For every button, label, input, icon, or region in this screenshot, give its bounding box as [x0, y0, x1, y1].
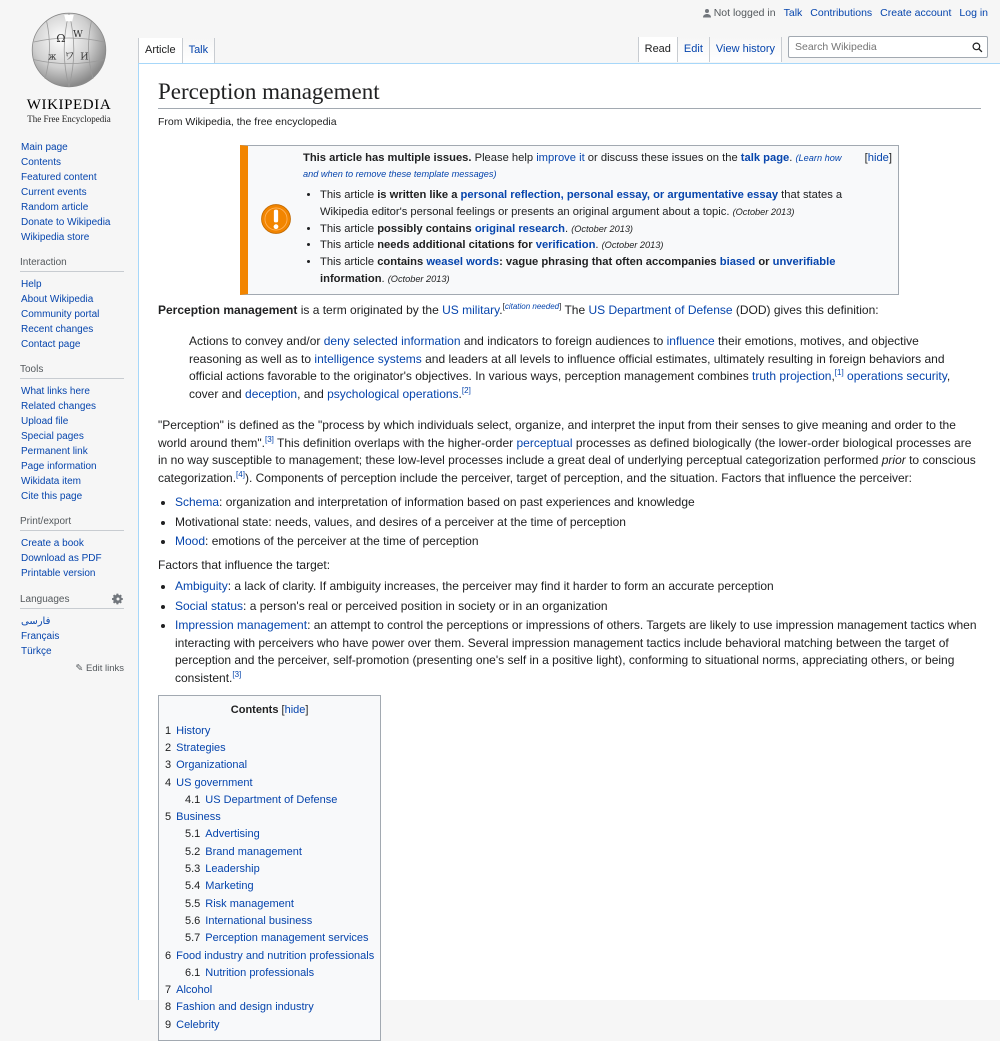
dod-link[interactable]: US Department of Defense	[588, 302, 733, 317]
sidebar-item-store[interactable]: Wikipedia store	[21, 232, 90, 243]
toc-text[interactable]: Fashion and design industry	[176, 1001, 314, 1014]
ambox-topline: This article has multiple issues. Please help improve it or discuss these issues on the talk page. (Learn how and when to remove these template messages) [hide]	[303, 150, 892, 184]
toc-item[interactable]	[165, 982, 374, 999]
sidebar-languages	[21, 593, 124, 674]
sidebar-item-main-page[interactable]: Main page	[21, 142, 68, 153]
list-item	[175, 494, 981, 512]
toc-number: 2	[165, 741, 172, 754]
dod-definition-quote: Actions to convey and/or deny selected information and indicators to foreign audiences to influence their emotions, motives, and objective reasoning as well as to intelligence systems and leaders at all levels to influence official estimates, ultimately resulting in foreign behaviors and official actions favorable to the originator's objectives. In various ways, perception management combines truth projection,[1] operations security, cover and deception, and psychological operations.[2]	[189, 334, 951, 401]
issue-link-essay[interactable]: personal reflection, personal essay, or argumentative essay	[460, 189, 779, 202]
deception-link[interactable]: deception	[245, 386, 298, 401]
tab-edit[interactable]	[678, 37, 710, 62]
sidebar-item-recent-changes[interactable]: Recent changes	[21, 324, 94, 335]
user-icon	[702, 8, 712, 18]
toc-number: 5.4	[185, 880, 201, 893]
svg-text:W: W	[73, 29, 83, 41]
toc-number: 5.1	[185, 828, 201, 841]
svg-text:ワ: ワ	[64, 50, 75, 63]
sidebar	[0, 140, 138, 686]
reference-3[interactable]: [3]	[232, 669, 242, 679]
sidebar-item-community-portal[interactable]: Community portal	[21, 309, 100, 320]
toc-text[interactable]: Perception management services	[205, 932, 369, 945]
toc-number: 4	[165, 776, 172, 789]
list-item-text: Motivational state: needs, values, and desires of a perceiver at the time of perception	[175, 514, 626, 529]
list-item	[175, 533, 981, 551]
toc-number: 9	[165, 1018, 172, 1031]
toc-text[interactable]: Organizational	[176, 759, 248, 772]
warning-icon	[259, 202, 293, 236]
toc-hide: [hide]	[281, 704, 309, 717]
table-of-contents	[158, 695, 381, 1041]
toc-text[interactable]: Strategies	[176, 741, 226, 754]
quote-text: their emotions, motives, and objective reasoning as well as to	[189, 334, 919, 366]
tab-view-history-label[interactable]: View history	[715, 43, 775, 55]
namespace-tabs	[138, 38, 215, 63]
sidebar-item-related-changes[interactable]: Related changes	[21, 401, 97, 412]
issue-post: .	[381, 273, 385, 286]
ambiguity-link[interactable]: Ambiguity	[175, 579, 228, 594]
list-item	[175, 578, 981, 596]
issue-link-biased[interactable]: biased	[719, 256, 756, 269]
toc-subitem[interactable]	[185, 913, 374, 930]
reference-3[interactable]: [3]	[264, 434, 274, 444]
perception-text: processes as defined biologically (the lower-order biological processes are in no way susceptible to management; these low-level processes include a great deal of underlying perceptual categorization performed	[158, 435, 972, 468]
lead-text: is a term originated by the	[297, 302, 443, 317]
tab-article[interactable]: Article	[138, 38, 183, 63]
sidebar-interaction	[21, 257, 124, 352]
svg-text:И: И	[80, 51, 89, 63]
citation-needed: [citation needed]	[502, 301, 562, 311]
toc-text[interactable]: History	[176, 724, 211, 737]
languages-heading: Languages	[20, 593, 70, 605]
issue-bold: contains	[377, 256, 427, 269]
schema-link[interactable]: Schema	[175, 495, 220, 510]
issue-pre: This article	[320, 239, 378, 252]
target-intro: Factors that influence the target:	[158, 557, 331, 572]
toc-text[interactable]: Nutrition professionals	[205, 966, 315, 979]
toc-subitem[interactable]	[185, 861, 374, 878]
improve-it-link[interactable]: improve it	[536, 151, 585, 164]
toc-text[interactable]: Celebrity	[176, 1018, 220, 1031]
toc-item[interactable]	[165, 775, 374, 810]
toc-number: 3	[165, 759, 172, 772]
toc-title: Contents	[230, 704, 279, 717]
tab-edit-label[interactable]: Edit	[683, 43, 703, 55]
sidebar-item-donate[interactable]: Donate to Wikipedia	[21, 217, 111, 228]
ambox-text	[303, 150, 892, 288]
issues-list	[320, 187, 892, 288]
perception-text: This definition overlaps with the higher-order	[273, 435, 517, 450]
issue-item	[320, 237, 892, 254]
ambox-image	[248, 150, 303, 288]
languages-header	[20, 593, 124, 609]
talk-page-link[interactable]: talk page	[740, 151, 790, 164]
reference-2[interactable]: [2]	[461, 385, 471, 395]
lead-text: (DOD) gives this definition:	[732, 302, 879, 317]
issue-link-original-research[interactable]: original research	[474, 222, 565, 235]
toc-item[interactable]	[165, 948, 374, 983]
perception-text: "Perception" is defined as the "process by which individuals select, organize, and interpret the input from their senses to give meaning and order to the world around them".	[158, 418, 956, 450]
list-item-text: : an attempt to control the perceptions or impressions of others. Targets are likely to use impression management tactics when interacting with perceivers who have power over them. Several impression management tactics include behavioral matching between the target of perception and the perceiver, self-promotion (presenting one's self in a positive light), conforming to situational norms, appreciating others, or being consistent.	[175, 618, 977, 685]
toc-number: 5.3	[185, 863, 201, 876]
toc-number: 5.2	[185, 845, 201, 858]
page-title: Perception management	[158, 78, 981, 109]
toc-text[interactable]: Leadership	[205, 863, 260, 876]
toc-subitem[interactable]	[185, 930, 374, 947]
operations-security-link[interactable]: operations security	[847, 369, 947, 384]
tab-view-history[interactable]	[710, 37, 782, 62]
sidebar-item-random-article[interactable]: Random article	[21, 202, 89, 213]
issue-date: (October 2013)	[601, 240, 664, 251]
language-persian[interactable]: فارسی	[21, 616, 51, 627]
toc-number: 8	[165, 1001, 172, 1014]
issue-post: that states a Wikipedia editor's personal feelings or presents an original argument about a topic.	[320, 189, 843, 218]
sidebar-item-upload-file[interactable]: Upload file	[21, 416, 69, 427]
issue-bold: information	[320, 273, 382, 286]
site-subtitle: From Wikipedia, the free encyclopedia	[158, 116, 337, 128]
issue-link-weasel-words[interactable]: weasel words	[426, 256, 500, 269]
issue-bold: possibly contains	[377, 222, 475, 235]
content	[138, 63, 1000, 1031]
list-item	[175, 598, 981, 616]
create-account-link[interactable]: Create account	[880, 7, 952, 19]
toc-number: 5.7	[185, 932, 201, 945]
influence-link[interactable]: influence	[666, 334, 715, 349]
toc-number: 5.6	[185, 914, 201, 927]
sidebar-item-wikidata-item[interactable]: Wikidata item	[21, 476, 82, 487]
perception-text: to conscious categorization.	[158, 453, 976, 485]
toc-number: 6	[165, 949, 172, 962]
toc-number: 1	[165, 724, 172, 737]
issue-pre: This article	[320, 189, 378, 202]
issue-pre: This article	[320, 222, 378, 235]
search-box[interactable]	[788, 36, 988, 58]
ambox-hide-button[interactable]: hide	[867, 151, 889, 164]
sidebar-item-about[interactable]: About Wikipedia	[21, 294, 94, 305]
issue-bold: or	[755, 256, 773, 269]
toc-subitem[interactable]	[185, 878, 374, 895]
ambox-hide: [hide]	[864, 151, 892, 164]
toc-list	[165, 723, 374, 1034]
sidebar-item-permanent-link[interactable]: Permanent link	[21, 446, 88, 457]
search-icon[interactable]	[972, 42, 983, 53]
language-french[interactable]: Français	[21, 631, 60, 642]
not-logged-in-label: Not logged in	[713, 7, 776, 19]
toc-subitem[interactable]	[185, 792, 374, 809]
quote-text: , and	[297, 386, 328, 401]
sidebar-item-download-pdf[interactable]: Download as PDF	[21, 553, 102, 564]
lead-term: Perception management	[158, 302, 298, 317]
sidebar-item-contents[interactable]: Contents	[21, 157, 62, 168]
tools-heading: Tools	[20, 364, 124, 379]
talk-link[interactable]: Talk	[783, 7, 803, 19]
quote-text: , cover and	[189, 369, 951, 401]
issue-link-verification[interactable]: verification	[535, 239, 596, 252]
toc-text[interactable]: US government	[176, 776, 253, 789]
wikipedia-tagline: The Free Encyclopedia	[27, 114, 111, 124]
perception-text: ). Components of perception include the perceiver, target of perception, and the situation. Factors that influence the perceiver:	[244, 470, 913, 485]
svg-text:ж: ж	[48, 52, 57, 63]
sidebar-item-create-book[interactable]: Create a book	[21, 538, 84, 549]
issue-date: (October 2013)	[387, 274, 450, 285]
interaction-heading: Interaction	[20, 257, 124, 272]
issue-item	[320, 187, 892, 221]
log-in-link[interactable]: Log in	[959, 7, 988, 19]
navigation-list	[21, 140, 124, 245]
sidebar-item-page-information[interactable]: Page information	[21, 461, 97, 472]
issue-bold: : vague phrasing that often accompanies	[499, 256, 720, 269]
toc-subitem[interactable]	[185, 965, 374, 982]
sidebar-item-help[interactable]: Help	[21, 279, 42, 290]
puzzle-globe-icon	[29, 10, 109, 90]
multiple-issues-box	[240, 145, 899, 295]
toc-item[interactable]	[165, 999, 374, 1016]
toc-text[interactable]: Advertising	[205, 828, 260, 841]
social-status-link[interactable]: Social status	[175, 598, 244, 613]
issue-item	[320, 254, 892, 288]
wikipedia-wordmark: WIKIPEDIA	[26, 97, 112, 113]
issue-date: (October 2013)	[571, 223, 633, 234]
quote-text: and leaders at all levels to influence official estimates, ultimately resulting in foreign behaviors and official actions favorable to the originator's objectives. In various ways, perception management combines	[189, 351, 945, 384]
toc-item[interactable]	[165, 723, 374, 740]
issue-bold: needs additional citations for	[377, 239, 536, 252]
psychological-operations-link[interactable]: psychological operations	[327, 386, 459, 401]
edit-links[interactable]	[21, 663, 124, 674]
list-item-text: : organization and interpretation of information based on past experiences and knowledge	[219, 495, 695, 510]
reference-1[interactable]: [1]	[834, 368, 844, 378]
discuss-text: or discuss these issues on the	[584, 151, 741, 164]
list-item-text: : a person's real or perceived position in society or in an organization	[243, 598, 608, 613]
contributions-link[interactable]: Contributions	[810, 7, 873, 19]
toc-number: 7	[165, 984, 172, 997]
issue-bold: is written like a	[377, 189, 461, 202]
search-input[interactable]	[793, 40, 972, 54]
list-item-text: : emotions of the perceiver at the time of perception	[205, 534, 479, 549]
toc-number: 5	[165, 811, 172, 824]
toc-number: 6.1	[185, 966, 201, 979]
toc-text[interactable]: US Department of Defense	[205, 793, 338, 806]
issue-pre: This article	[320, 256, 378, 269]
toc-text[interactable]: Business	[176, 811, 221, 824]
sidebar-item-contact-page[interactable]: Contact page	[21, 339, 81, 350]
mood-link[interactable]: Mood	[175, 534, 206, 549]
reference-4[interactable]: [4]	[236, 469, 245, 479]
toc-item[interactable]	[165, 809, 374, 947]
toc-subitem[interactable]	[185, 844, 374, 861]
lead-paragraph: Perception management is a term originated by the US military.[citation needed] The US Department of Defense (DOD) gives this definition:	[158, 301, 879, 317]
view-tabs	[638, 36, 988, 62]
toc-number: 5.5	[185, 897, 201, 910]
toc-item[interactable]	[165, 757, 374, 774]
prior-italic: prior	[881, 453, 906, 468]
personal-tools	[702, 7, 988, 19]
toc-item[interactable]	[165, 740, 374, 757]
us-military-link[interactable]: US military	[442, 302, 500, 317]
toc-text[interactable]: International business	[205, 914, 313, 927]
toc-title-row	[165, 702, 374, 719]
issue-item	[320, 221, 892, 238]
quote-text: Actions to convey and/or	[189, 334, 324, 349]
perceiver-factors-list	[175, 494, 981, 551]
not-logged-in	[702, 7, 776, 19]
toc-text[interactable]: Brand management	[205, 845, 302, 858]
issues-title: This article has multiple issues.	[303, 151, 472, 164]
help-text: Please help	[471, 151, 537, 164]
toc-subitem[interactable]	[185, 826, 374, 843]
issue-post: .	[595, 239, 599, 252]
impression-management-link[interactable]: Impression management	[175, 618, 308, 633]
sidebar-item-what-links-here[interactable]: What links here	[21, 386, 90, 397]
sidebar-item-current-events[interactable]: Current events	[21, 187, 87, 198]
sidebar-item-special-pages[interactable]: Special pages	[21, 431, 84, 442]
issue-post: .	[564, 222, 569, 235]
list-item	[175, 514, 981, 532]
truth-projection-link[interactable]: truth projection	[752, 369, 832, 384]
perceptual-link[interactable]: perceptual	[516, 435, 573, 450]
target-factors-list	[175, 578, 981, 687]
svg-text:Ω: Ω	[56, 32, 66, 45]
tab-talk-label[interactable]: Talk	[188, 44, 209, 56]
sidebar-tools	[21, 364, 124, 504]
tab-talk[interactable]	[183, 38, 216, 63]
perception-paragraph	[158, 417, 981, 487]
toc-item[interactable]	[165, 1017, 374, 1034]
sidebar-print-export	[21, 516, 124, 581]
sidebar-item-printable-version[interactable]: Printable version	[21, 568, 96, 579]
sidebar-item-featured-content[interactable]: Featured content	[21, 172, 97, 183]
language-turkish[interactable]: Türkçe	[21, 646, 52, 657]
pencil-icon: ✎	[75, 663, 84, 674]
toc-hide-button[interactable]: hide	[284, 704, 306, 717]
gear-icon[interactable]	[112, 593, 124, 605]
deny-selected-information-link[interactable]: deny selected information	[323, 334, 461, 349]
sidebar-navigation	[21, 140, 124, 245]
toc-text[interactable]: Food industry and nutrition professionals	[176, 949, 375, 962]
toc-text[interactable]: Marketing	[205, 880, 254, 893]
quote-text: and indicators to foreign audiences to	[460, 334, 667, 349]
toc-subitem[interactable]	[185, 896, 374, 913]
learn-how-link[interactable]: (Learn how and when to remove these template messages)	[303, 152, 842, 180]
issue-link-unverifiable[interactable]: unverifiable	[772, 256, 836, 269]
lead-text: The	[561, 302, 589, 317]
list-item	[175, 617, 981, 687]
sidebar-item-cite-this-page[interactable]: Cite this page	[21, 491, 83, 502]
list-item-text: : a lack of clarity. If ambiguity increases, the perceiver may find it harder to form an accurate perception	[227, 579, 774, 594]
print-export-heading: Print/export	[20, 516, 124, 531]
toc-text[interactable]: Alcohol	[176, 984, 213, 997]
edit-links-label: Edit links	[85, 663, 124, 674]
citation-needed-link[interactable]: citation needed	[504, 301, 560, 311]
tab-read[interactable]: Read	[638, 37, 678, 62]
toc-number: 4.1	[185, 793, 201, 806]
intelligence-systems-link[interactable]: intelligence systems	[314, 351, 422, 366]
wikipedia-logo[interactable]	[14, 8, 124, 123]
issue-date: (October 2013)	[732, 206, 795, 217]
toc-text[interactable]: Risk management	[205, 897, 294, 910]
